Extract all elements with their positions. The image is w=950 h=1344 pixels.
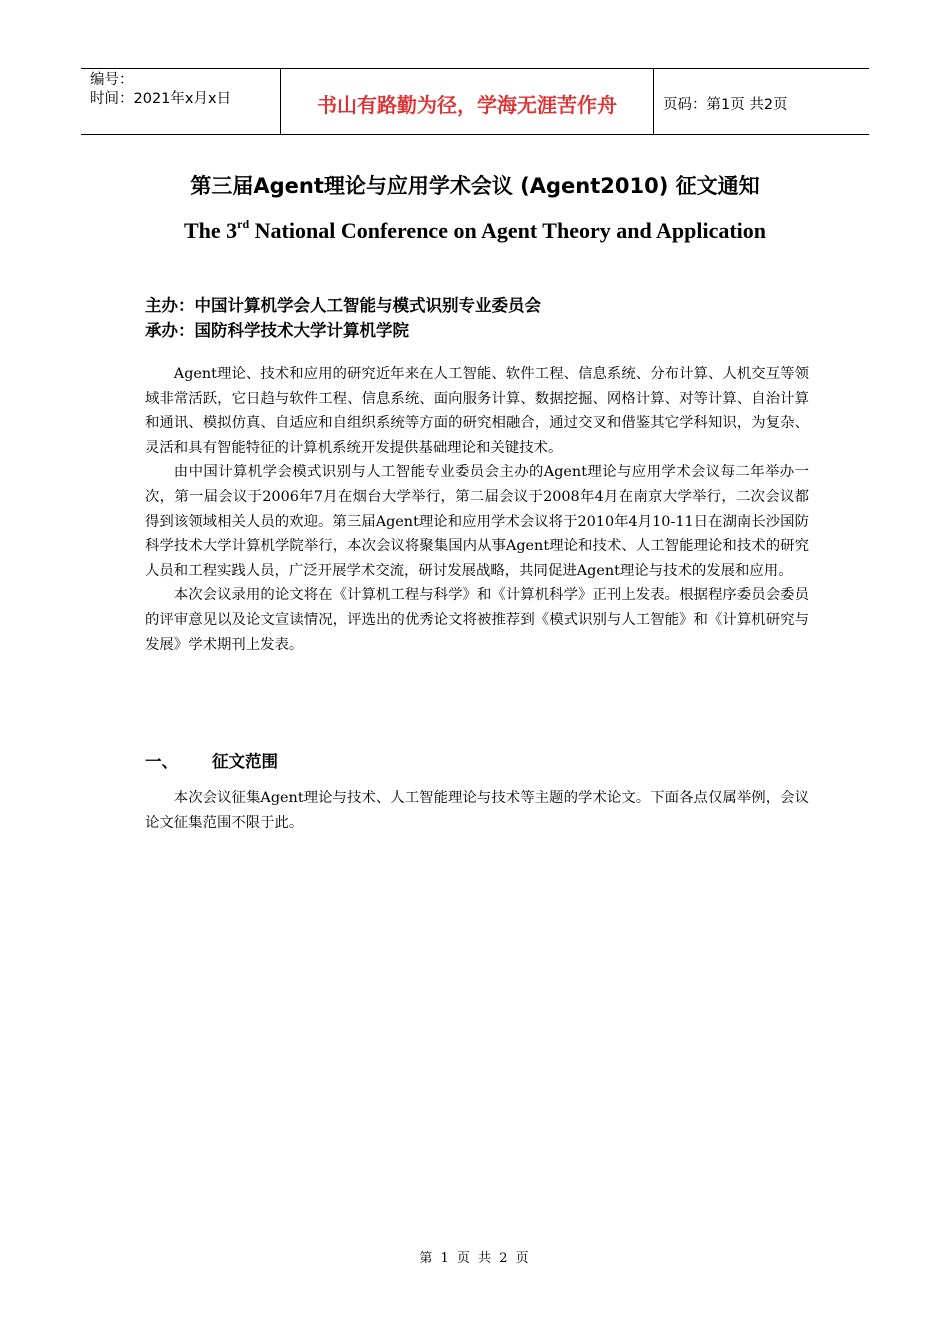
title-chinese: 第三届Agent理论与应用学术会议 (Agent2010) 征文通知: [190, 174, 760, 198]
paragraph: 本次会议录用的论文将在《计算机工程与科学》和《计算机科学》正刊上发表。根据程序委员会委员的评审意见以及论文宣读情况，评选出的优秀论文将被推荐到《模式识别与人工智能》和《计算机研究与发展》学术期刊上发表。: [145, 587, 809, 653]
header-meta-cell: [81, 69, 281, 134]
paragraph: Agent理论、技术和应用的研究近年来在人工智能、软件工程、信息系统、分布计算、人机交互等领域非常活跃，它日趋与软件工程、信息系统、面向服务计算、数据挖掘、网格计算、对等计算、自治计算和通讯、模拟仿真、自适应和自组织系统等方面的研究相融合，通过交叉和借鉴其它学科知识，为复杂、灵活和具有智能特征的计算机系统开发提供基础理论和关键技术。: [145, 366, 809, 456]
number-label: 编号：: [90, 72, 134, 88]
section-title: 征文范围: [212, 752, 278, 771]
organizers: [145, 293, 541, 343]
body-text: [145, 362, 809, 657]
paragraph: 本次会议征集Agent理论与技术、人工智能理论与技术等主题的学术论文。下面各点仅属举例，会议论文征集范围不限于此。: [145, 790, 809, 831]
section-text: [145, 786, 809, 835]
paragraph: 由中国计算机学会模式识别与人工智能专业委员会主办的Agent理论与应用学术会议每二年举办一次，第一届会议于2006年7月在烟台大学举行，第二届会议于2008年4月在南京大学举行，二次会议都得到该领域相关人员的欢迎。第三届Agent理论和应用学术会议将于2010年4月10-11日在湖南长沙国防科学技术大学计算机学院举行，本次会议将聚集国内从事Agent理论和技术、人工智能理论和技术的研究人员和工程实践人员，广泛开展学术交流，研讨发展战略，共同促进Agent理论与技术的发展和应用。: [145, 464, 809, 579]
section-heading: [145, 748, 278, 772]
title-en-sup: rd: [237, 216, 250, 231]
section-number: 一、: [145, 752, 178, 771]
title-en-suffix: National Conference on Agent Theory and Application: [249, 218, 767, 243]
header-page-info: 页码：第1页 共2页: [663, 97, 788, 113]
header-motto: 书山有路勤为径，学海无涯苦作舟: [281, 69, 654, 134]
title-english: [0, 218, 950, 244]
page-footer: 第 1 页 共 2 页: [419, 1251, 531, 1266]
title-en-prefix: The 3: [183, 218, 238, 243]
header-table: [81, 68, 869, 135]
host-line: 主办：中国计算机学会人工智能与模式识别专业委员会: [145, 296, 541, 315]
date-label: 时间：2021年x月x日: [90, 91, 232, 107]
organizer-line: 承办：国防科学技术大学计算机学院: [145, 321, 409, 340]
